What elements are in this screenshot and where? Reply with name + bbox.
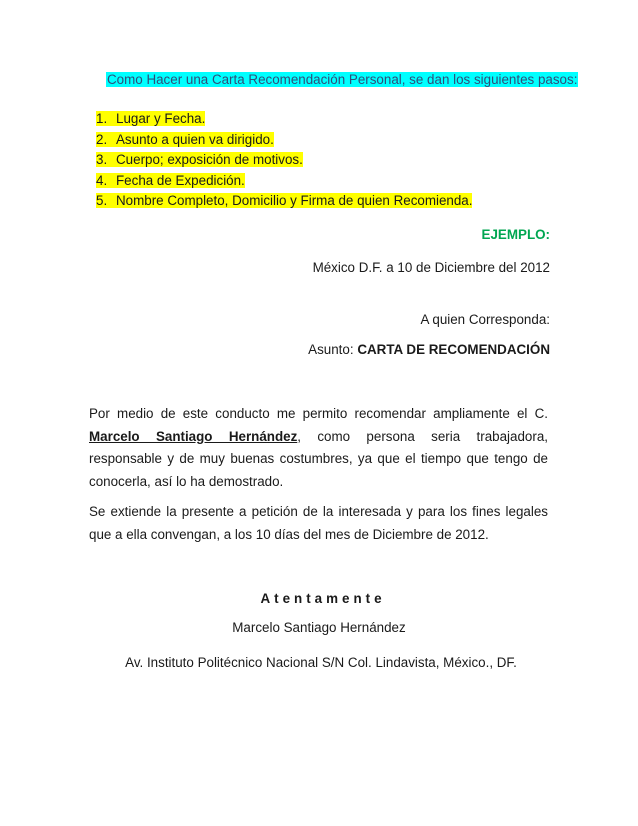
steps-list (96, 109, 472, 212)
intro-line (106, 72, 578, 87)
list-item (96, 171, 472, 192)
signer-address: Av. Instituto Politécnico Nacional S/N Col. Lindavista, México., DF. (125, 655, 517, 670)
list-item (96, 109, 472, 130)
step-text: Nombre Completo, Domicilio y Firma de quien Recomienda. (116, 193, 473, 208)
paragraph1-rest: , como persona seria trabajadora, responsable y de muy buenas costumbres, ya que el tiempo que tengo de conocerla, así lo ha demostrado. (89, 428, 548, 489)
date-line: México D.F. a 10 de Diciembre del 2012 (312, 260, 550, 275)
body-paragraph-2: Se extiende la presente a petición de la interesada y para los fines legales que a ella convengan, a los 10 días del mes de Diciembre de 2012. (89, 504, 548, 542)
step-text: Fecha de Expedición. (116, 172, 245, 188)
signer-name: Marcelo Santiago Hernández (232, 620, 406, 635)
recommended-name: Marcelo Santiago Hernández (89, 428, 298, 444)
step-number: 3. (96, 152, 108, 167)
example-heading: EJEMPLO: (481, 227, 550, 242)
greeting: A quien Corresponda: (420, 312, 550, 327)
subject-value: CARTA DE RECOMENDACIÓN (357, 342, 550, 357)
paragraph1-intro: Por medio de este conducto me permito recomendar ampliamente el C. (89, 406, 548, 421)
intro-text: Como Hacer una Carta Recomendación Personal, se dan los siguientes pasos: (107, 72, 578, 87)
body-paragraph-1 (89, 403, 548, 493)
subject-label: Asunto: (308, 342, 354, 357)
step-text: Cuerpo; exposición de motivos. (116, 152, 303, 167)
closing: Atentamente (260, 591, 386, 606)
subject-line (308, 342, 550, 357)
step-text: Lugar y Fecha. (116, 111, 206, 126)
list-item (96, 130, 472, 151)
step-number: 4. (96, 172, 108, 188)
step-number: 5. (96, 193, 108, 208)
step-number: 2. (96, 131, 108, 147)
list-item (96, 191, 472, 212)
list-item (96, 150, 472, 171)
step-text: Asunto a quien va dirigido. (116, 131, 274, 147)
step-number: 1. (96, 111, 108, 126)
